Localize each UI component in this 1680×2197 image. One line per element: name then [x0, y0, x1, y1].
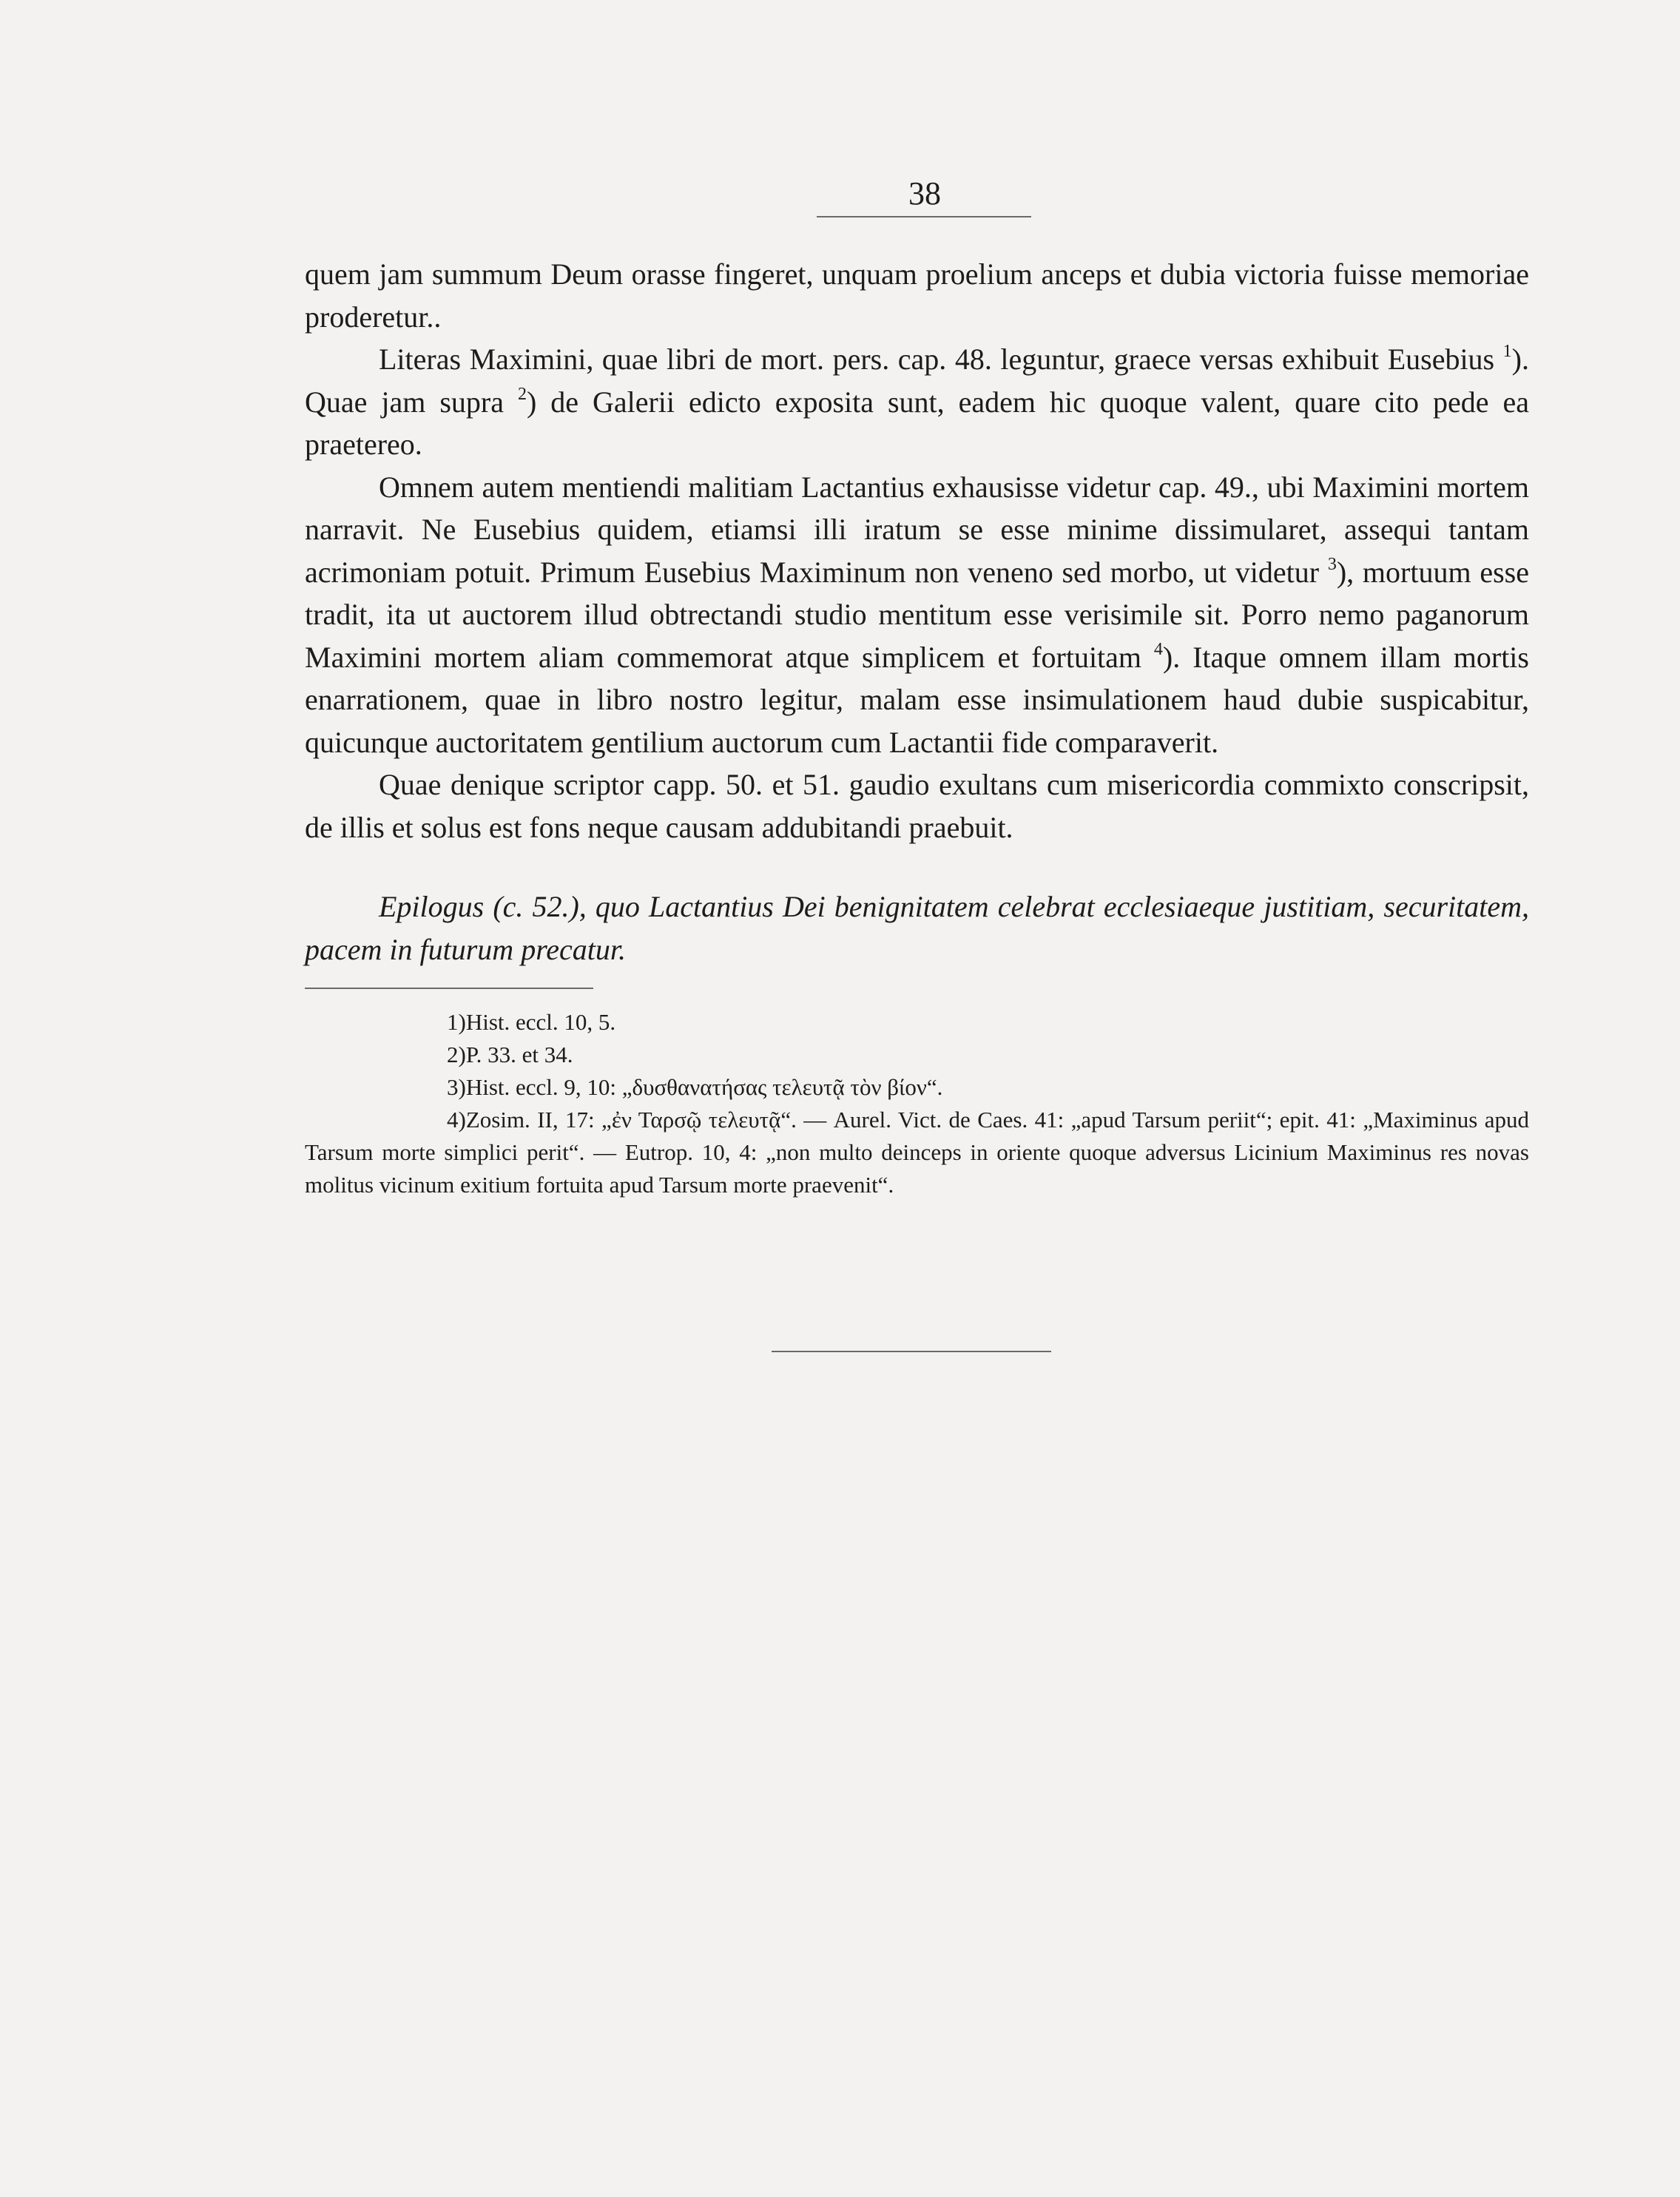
paragraph-text: Literas Maximini, quae libri de mort. pers. cap. 48. leguntur, graece versas exhibuit Eusebius — [379, 342, 1503, 376]
epilogue-paragraph: Epilogus (c. 52.), quo Lactantius Dei benignitatem celebrat ecclesiaeque justitiam, securitatem, pacem in futurum precatur. — [305, 890, 1529, 966]
footnote-text: Zosim. II, 17: „ἐν Ταρσῷ τελευτᾷ“. — Aurel. Vict. de Caes. 41: „apud Tarsum periit“; epit. 41: „Maximinus apud Tarsum morte simplici perit“. — Eutrop. 10, 4: „non multo deinceps in oriente quoque adversus Licinium Maximinus res novas molitus vicinum exitium fortuita apud Tarsum morte praevenit“. — [305, 1107, 1529, 1198]
body-text — [305, 253, 1529, 848]
footnote-number: 1) — [447, 1009, 466, 1035]
end-rule — [772, 1351, 1051, 1352]
body-paragraph — [305, 466, 1529, 764]
paragraph-text: Omnem autem mentiendi malitiam Lactantius exhausisse videtur cap. 49., ubi Maximini mortem narravit. Ne Eusebius quidem, etiamsi illi iratum se esse minime dissimularet, assequi tantam acrimoniam potuit. Primum Eusebius Maximinum non veneno sed morbo, ut videtur — [305, 470, 1529, 589]
paragraph-text: quem jam summum Deum orasse fingeret, unquam proelium anceps et dubia victoria fuisse memoriae proderetur.. — [305, 257, 1529, 334]
footnote-marker: 3 — [1327, 554, 1337, 574]
paragraph-text: ). Quae jam supra — [305, 342, 1529, 419]
paragraph-text: ). Itaque omnem illam mortis enarrationem, quae in libro nostro legitur, malam esse insimulationem haud dubie suspicabitur, quicunque auctoritatem gentilium auctorum cum Lactantii fide comparaverit. — [305, 640, 1529, 759]
footnote-number: 2) — [447, 1042, 466, 1067]
footnote-rule — [305, 988, 593, 989]
footnote-marker: 2 — [517, 384, 527, 404]
footnote-text: Hist. eccl. 10, 5. — [465, 1009, 616, 1035]
footnote-marker: 1 — [1502, 342, 1512, 362]
footnote-number: 4) — [447, 1107, 466, 1133]
footnote — [305, 1104, 1529, 1201]
body-paragraph — [305, 763, 1529, 848]
page-number: 38 — [908, 175, 941, 212]
footnote-text: Hist. eccl. 9, 10: „δυσθανατήσας τελευτᾷ τὸν βίον“. — [465, 1074, 943, 1100]
header-rule — [817, 216, 1031, 217]
footnote-text: P. 33. et 34. — [465, 1042, 573, 1067]
footnote — [305, 1071, 1529, 1104]
footnote — [305, 1039, 1529, 1071]
paragraph-text: ) de Galerii edicto exposita sunt, eadem hic quoque valent, quare cito pede ea praetereo. — [305, 385, 1529, 461]
footnotes — [305, 1006, 1529, 1201]
body-paragraph — [305, 253, 1529, 338]
paragraph-text: ), mortuum esse tradit, ita ut auctorem illud obtrectandi studio mentitum esse verisimile sit. Porro nemo paganorum Maximini mortem aliam commemorat atque simplicem et fortuitam — [305, 555, 1530, 674]
paragraph-text: Quae denique scriptor capp. 50. et 51. gaudio exultans cum misericordia commixto conscripsit, de illis et solus est fons neque causam addubitandi praebuit. — [305, 768, 1529, 844]
footnote-marker: 4 — [1153, 639, 1163, 659]
body-paragraph — [305, 338, 1529, 466]
footnote — [305, 1006, 1529, 1039]
footnote-number: 3) — [447, 1074, 466, 1100]
